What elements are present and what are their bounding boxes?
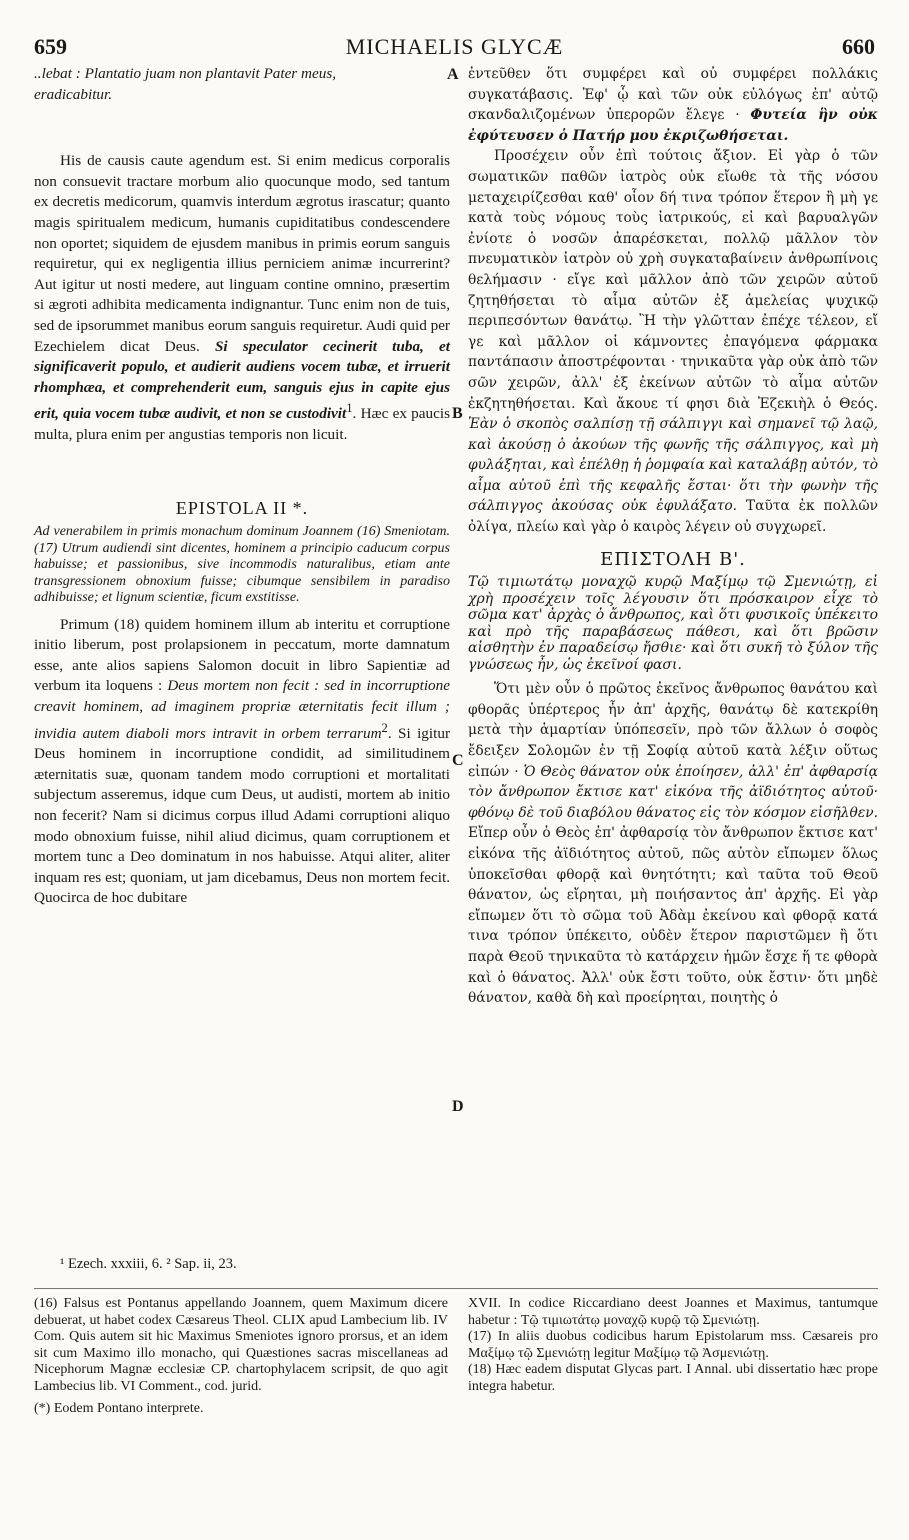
margin-letter-a: A [447,66,459,83]
greek-epistola-title: ΕΠΙΣΤΟΛΗ Β'. [600,548,746,570]
margin-letter-c: C [452,752,464,769]
margin-letter-b: B [452,405,463,422]
latin-summary: Ad venerabilem in primis monachum dominum Joannem (16) Smeniotam. (17) Utrum audiendi sint dicentes, hominem a principio caducum corpus habuisse; et passionibus, sive incommodis naturalibus, etiam ante transgressionem obnoxium fuisse; cibumque sensibilem in paradiso adhibuisse; et lignum scientiæ, ficum exstitisse. [34,524,450,606]
greek-paragraph-1: ἐντεῦθεν ὅτι συμφέρει καὶ οὐ συμφέρει πολλάκις συγκατάβασις. Ἐφ' ᾧ καὶ τῶν οὐκ εὐλόγως ἐπ' αὐτῷ σκανδαλιζομένων ὑπερορῶν ἔλεγε · Φυτεία ἣν οὐκ ἐφύτευσεν ὁ Πατήρ μου ἐκριζωθήσεται. [468,66,878,144]
page-number-left: 659 [34,34,67,59]
footnote-rule [34,1288,878,1289]
footnote-xvii: XVII. In codice Riccardiano deest Joannes et Maximus, tantumque habetur : Τῷ τιμιωτάτῳ μοναχῷ κυρῷ τῷ Σμενιώτῃ. [468,1296,878,1328]
greek-paragraph-3: Ὅτι μὲν οὖν ὁ πρῶτος ἐκεῖνος ἄνθρωπος θανάτου καὶ φθορᾶς ὑπέρτερος ἦν ἀπ' ἀρχῆς, θανάτῳ δὲ κατεκρίθη μετὰ τὴν ἁμαρτίαν ὑπόπεσεῖν, πρὸ τῶν ἄλλων ὁ σοφὸς ἔδειξεν Σολομῶν ἐν τῇ Σοφίᾳ αὐτοῦ κατὰ λέξιν οὕτως εἰπών · Ὁ Θεὸς θάνατον οὐκ ἐποίησεν, ἀλλ' ἐπ' ἀφθαρσίᾳ τὸν ἄνθρωπον ἔκτισε κατ' εἰκόνα τῆς ἀϊδιότητος αὐτοῦ· φθόνῳ δὲ τοῦ διαβόλου θάνατος εἰς τὸν κόσμον εἰσῆλθεν. Εἴπερ οὖν ὁ Θεὸς ἐπ' ἀφθαρσίᾳ τὸν ἄνθρωπον ἔκτισε κατ' εἰκόνα τῆς ἀϊδιότητος αὐτοῦ, πῶς αὐτὸν εἴπωμεν ὅλως ὑποκεῖσθαι φθορᾷ καὶ θνητότητι; καὶ ταῦτα τοῦ Θεοῦ θάνατον, ὡς εἴρηται, μὴ ποιήσαντος ἀπ' ἀρχῆς. Εἰ γὰρ εἴπωμεν ὅτι τὸ σῶμα τοῦ Ἀδὰμ ἐκείνου καὶ φθορᾷ κατά τινα τρόπον ὑπέκειτο, οὐδὲν ἕτερον παριστῶμεν ἢ ὅτι παρὰ Θεοῦ τηνικαῦτα τὸ κατάρχειν ἡμῶν ἔσχε ἥ τε φθορὰ καὶ ὁ θάνατος. Ἀλλ' οὐκ ἔστι τοῦτο, οὐκ ἔστιν· ὅτι μηδὲ θάνατον, καθὰ δὴ καὶ προείρηται, ποιητὴς ὁ [468,681,878,1007]
latin-epistola-title: EPISTOLA II *. [175,497,309,518]
running-title: MICHAELIS GLYCÆ [345,34,564,59]
margin-letter-d: D [452,1098,464,1115]
greek-quote-sapientia: Ὁ Θεὸς θάνατον οὐκ ἐποίησεν, ἀλλ' ἐπ' ἀφθαρσίᾳ τὸν ἄνθρωπον ἔκτισε κατ' εἰκόνα τῆς ἀϊδιότητος αὐτοῦ· φθόνῳ δὲ τοῦ διαβόλου θάνατος εἰς τὸν κόσμον εἰσῆλθεν. [468,763,878,821]
footnote-16: (16) Falsus est Pontanus appellando Joannem, quem Maximum dicere debuerat, ut habet codex Cæsareus Theol. CLIX apud Lambecium lib. IV Com. Quis autem sit hic Maximus Smeniotes ignoro prorsus, et an idem sit cum Maximo illo monacho, qui Quæstiones sacras miscellaneas ad Nicephorum Magnæ ecclesiæ CP. chartophylacem scripsit, de quo agit Lambecius lib. VI Comment., cod. jurid. [34,1296,448,1394]
latin-paragraph-2: Primum (18) quidem hominem illum ab interitu et corruptione initio liberum, post prolapsionem in peccatum, morte damnatum esse, ante alios sapiens Salomon docuit in libro Sapientiæ ad verbum ita loquens : Deus mortem non fecit : sed in incorruptione creavit hominem, ad imaginem propriæ æternitatis fecit illum ; invidia autem diaboli mors intravit in orbem terrarum$^2$. Si igitur Deus hominem in incorruptione condidit, ad similitudinem æternitatis suæ, quonam tandem modo corruptioni et mortalitati subjectum asseremus, idque cum Deus, ut audisti, mortem ab initio non fecerit? Nam si dicimus corpus illud Adami corruptioni aliquo modo obnoxium fuisse, nihil aliud dicimus, quam corruptionem et mortem tunc a Deo dominatum in nos habuisse. Atqui aliter, aliter inquam res est; quoniam, ut jam dicebamus, Deus non mortem fecit. Quocirca de hoc dubitare [34,615,450,907]
greek-column [468,64,878,1009]
latin-top-line: ..lebat : Plantatio juam non plantavit Pater meus, [34,65,337,82]
latin-quote-ezechiel: Si speculator cecinerit tuba, et significaverit populo, et audierit audiens vocem tubæ, et irruerit rhomphæa, et comprehenderit eum, sanguis ejus in capite ejus erit, quia vocem tubæ audivit, et non se custodivit [34,337,450,423]
latin-paragraph-1: His de causis caute agendum est. Si enim medicus corporalis non consuevit tractare morbum alio quocunque modo, sed tantum ex decretis medicorum, quamvis interdum ægrotus irascatur; quanto magis spiritualem medicum, humanis cupiditatibus condescendere non oportet; siquidem de ejusdem manibus in primis eorum sanguis requiretur, qui ex negligentia illius perniciem animæ incurrerint? Aut igitur ut nosti medere, aut linguam contine omnino, præsertim si ægroti adhibita medicamenta indignantur. Tunc enim non de tuis, sed de ipsorummet manibus eorum sanguis requiretur. Audi quid per Ezechielem dicat Deus. Si speculator cecinerit tuba, et significaverit populo, et audierit audiens vocem tubæ, et irruerit rhomphæa, et comprehenderit eum, sanguis ejus in capite ejus erit, quia vocem tubæ audivit, et non se custodivit$^1$. Hæc ex paucis multa, plura enim per angustias temporis non licuit. [34,152,450,443]
scripture-references: ¹ Ezech. xxxiii, 6. ² Sap. ii, 23. [60,1256,237,1272]
greek-quote-ezechiel: Ἐὰν ὁ σκοπὸς σαλπίσῃ τῇ σάλπιγγι καὶ σημανεῖ τῷ λαῷ, καὶ ἀκούσῃ ὁ ἀκούων τῆς φωνῆς τῆς σάλπιγγος, καὶ μὴ φυλάξηται, καὶ ἐπέλθῃ ἡ ῥομφαία καὶ καταλάβῃ αὐτόν, τὸ αἷμα αὐτοῦ ἐπὶ τῆς κεφαλῆς ἔσται· ὅτι τὴν φωνὴν τῆς σάλπιγγος ἀκούσας οὐκ ἐφυλάξατο. [468,416,878,515]
footnote-18: (18) Hæc eadem disputat Glycas part. I Annal. ubi dissertatio hæc prope integra habetur. [468,1362,878,1394]
latin-column [34,64,450,909]
footnotes-left [34,1296,448,1418]
page-number-right: 660 [842,34,875,59]
page-header [0,30,909,62]
greek-paragraph-2: Προσέχειν οὖν ἐπὶ τούτοις ἄξιον. Εἰ γὰρ ὁ τῶν σωματικῶν παθῶν ἰατρὸς οὐκ εἴωθε τὰ τῆς νόσου μεταχειρίζεσθαι καθ' οἷον δή τινα τρόπον ἕτερον ἢ μὴ γε κατὰ τοὺς νόμους τοὺς ἰατρικούς, εἰ καὶ βαρυαλγῶν ἐνίοτε ὁ νοσῶν ἀπαρέσκεται, πολλῷ μᾶλλον τὸν πνευματικὸν ἰατρὸν οὐ χρὴ συγκαταβαίνειν ἀνθρωπίνοις θελήμασιν · εἴγε καὶ μᾶλλον ἀπὸ τῶν χειρῶν αὐτοῦ ζητηθήσεται τὸ αἷμα αὐτῶν ἐξ ἀμελείας ψυχικῷ περιπεσόντων θανάτῳ. Ἢ τὴν γλῶτταν ἐπέχε τέλεον, εἴ γε καὶ μᾶλλον οἱ κάμνοντες ἐπαγόμενα φάρμακα παντάπασιν ἀποστρέφονται · τηνικαῦτα γὰρ οὐκ ἀπὸ τῶν σῶν χειρῶν, ἀλλ' ἐξ ἐκείνων αὐτῶν τὸ αἷμα αὐτῶν ἐκζητηθήσεται. Καὶ ἄκουε τί φησι διὰ Ἐζεκιὴλ ὁ Θεός. Ἐὰν ὁ σκοπὸς σαλπίσῃ τῇ σάλπιγγι καὶ σημανεῖ τῷ λαῷ, καὶ ἀκούσῃ ὁ ἀκούων τῆς φωνῆς τῆς σάλπιγγος, καὶ μὴ φυλάξηται, καὶ ἐπέλθῃ ἡ ῥομφαία καὶ καταλάβῃ αὐτόν, τὸ αἷμα αὐτοῦ ἐπὶ τῆς κεφαλῆς ἔσται· ὅτι τὴν φωνὴν τῆς σάλπιγγος ἀκούσας οὐκ ἐφυλάξατο. Ταῦτα ἐκ πολλῶν ὀλίγα, πλείω καὶ γὰρ ὁ καιρὸς λέγειν οὐ συγχωρεῖ. [468,148,879,536]
footnote-17: (17) In aliis duobus codicibus harum Epistolarum mss. Cæsareis pro Μαξίμῳ τῷ Σμενιώτῃ legitur Μαξίμῳ τῷ Ἀσμενιώτῃ. [468,1329,878,1361]
latin-quote-sapientia: Deus mortem non fecit : sed in incorruptione creavit hominem, ad imaginem propriæ æternitatis fecit illum ; invidia autem diaboli mors intravit in orbem terrarum [34,677,450,742]
greek-summary: Τῷ τιμιωτάτῳ μοναχῷ κυρῷ Μαξίμῳ τῷ Σμενιώτῃ, εἰ χρὴ προσέχειν τοῖς λέγουσιν ὅτι πρόσκαιρον εἶχε τὸ σῶμα κατ' ἀρχὰς ὁ ἄνθρωπος, καὶ ὅτι φυσικοῖς ὑπέκειτο καὶ πρὸ τῆς παραβάσεως πάθεσι, καὶ ὅτι βρῶσιν αἰσθητὴν ἐν παραδείσῳ ἤσθιε· καὶ ὅτι συκῆ τὸ ξύλον τῆς γνώσεως ἦν, ὡς ἐκεῖνοί φασι. [468,574,878,673]
footnote-star: (*) Eodem Pontano interprete. [34,1401,204,1416]
footnotes-right [468,1296,878,1395]
latin-top-line-2: eradicabitur. [34,85,113,103]
